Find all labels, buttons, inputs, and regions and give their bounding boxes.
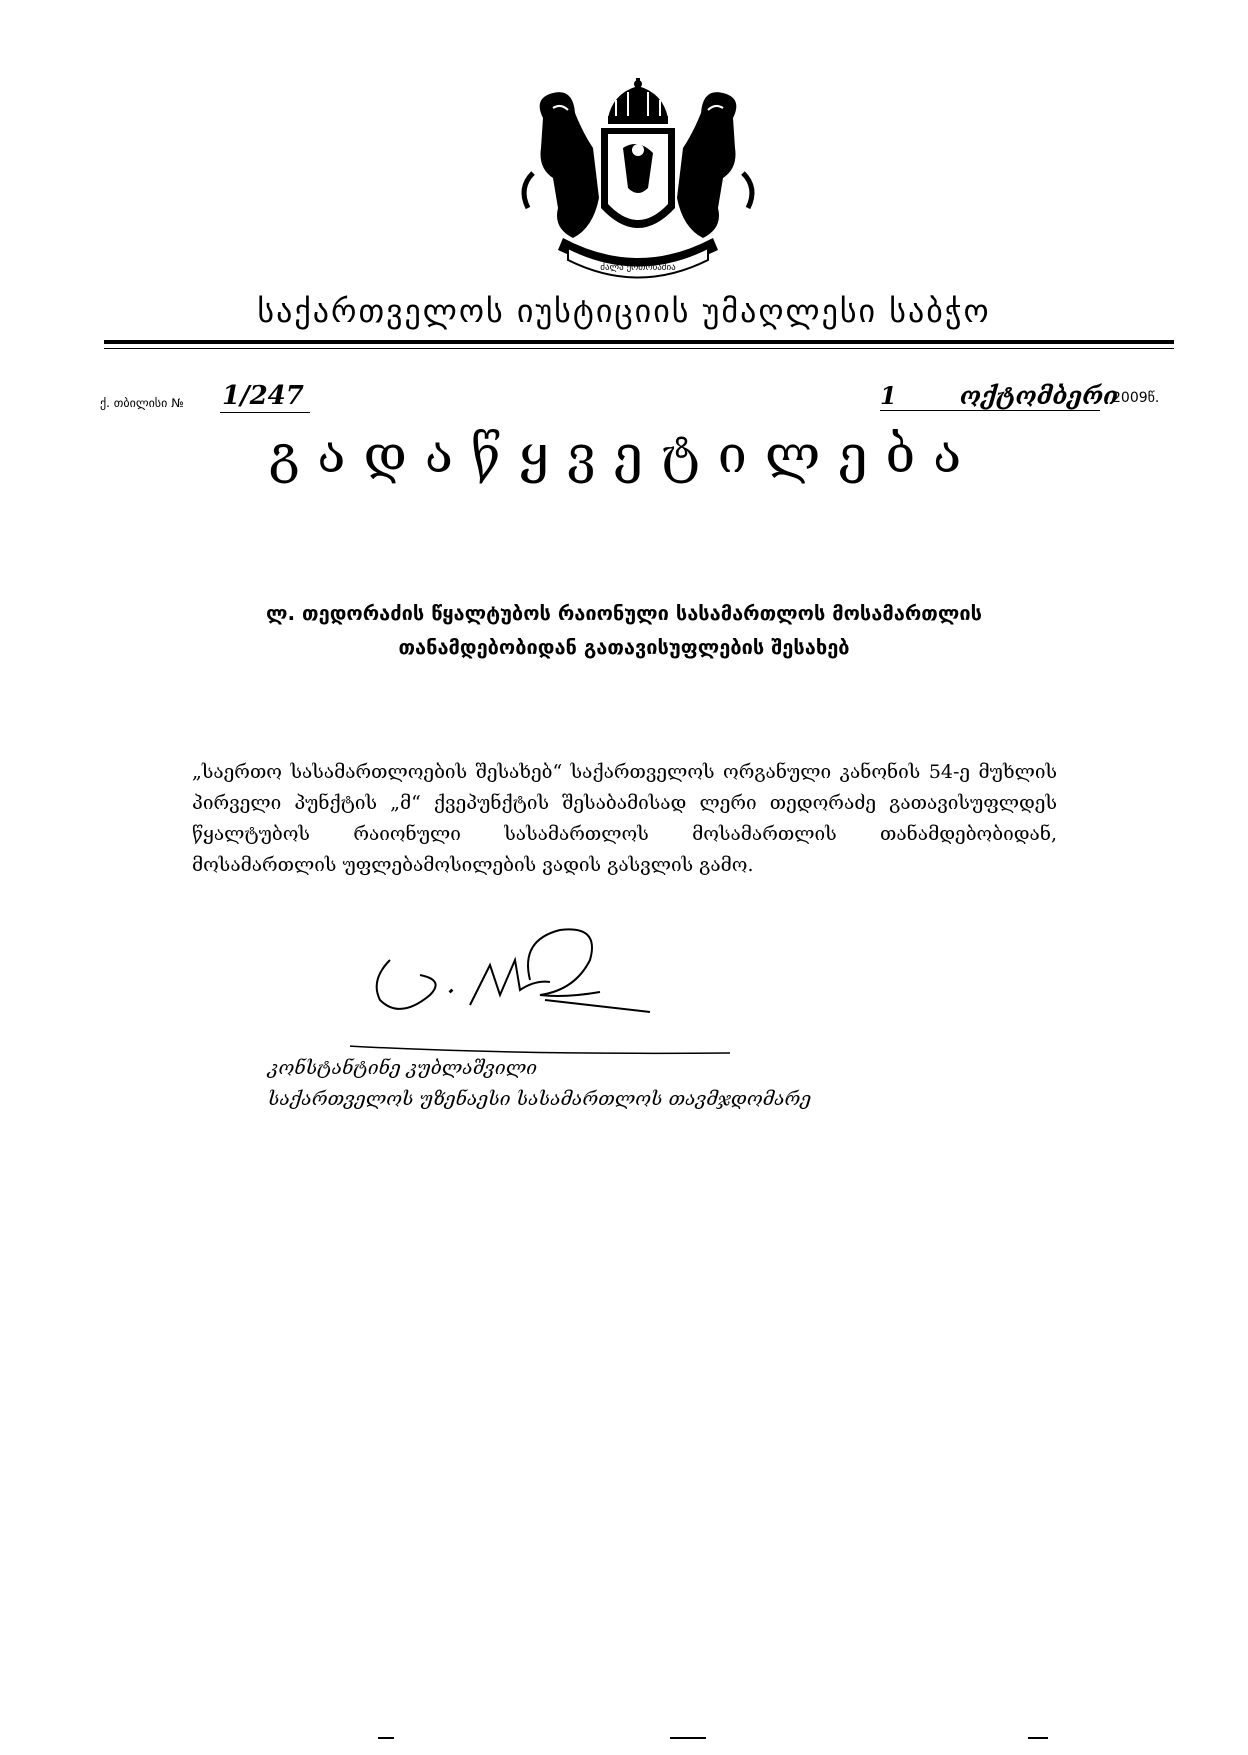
signatory-title: საქართველოს უზენაესი სასამართლოს თავმჯდომარე <box>268 1088 812 1110</box>
document-title: გადაწყვეტილება <box>268 425 980 485</box>
date-underline <box>880 410 1100 411</box>
document-subject <box>150 596 1098 664</box>
coat-motto: ძალა ერთობაშია <box>600 263 676 273</box>
date-month: ოქტომბერი <box>960 381 1118 410</box>
date-year: 2009წ. <box>1112 390 1160 406</box>
signatory-name: კონსტანტინე კუბლაშვილი <box>268 1057 538 1079</box>
subject-line-2: თანამდებობიდან გათავისუფლების შესახებ <box>398 635 850 659</box>
body-paragraph: „საერთო სასამართლოების შესახებ“ საქართველოს ორგანული კანონის 54-ე მუხლის პირველი პუნქტის „მ“ ქვეპუნქტის შესაბამისად ლერი თედორაძე გათავისუფლდეს წყალტუბოს რაიონული სასამართლოს მოსამართლის თანამდებობიდან, მოსამართლის უფლებამოსილების ვადის გასვლის გამო. <box>192 761 1057 876</box>
scan-mark <box>670 1737 706 1739</box>
header-rule-thin <box>104 348 1174 349</box>
scan-mark <box>378 1737 394 1739</box>
date-day: 1 <box>880 381 897 410</box>
signature-icon <box>350 920 750 1060</box>
scan-mark <box>1028 1737 1048 1739</box>
document-number-label: ქ. თბილისი № <box>100 396 184 410</box>
header-rule-thick <box>104 340 1174 344</box>
institution-header: საქართველოს იუსტიციის უმაღლესი საბჭო <box>257 292 991 330</box>
subject-line-1: ლ. თედორაძის წყალტუბოს რაიონული სასამართლოს მოსამართლის <box>266 601 982 625</box>
document-number: 1/247 <box>222 381 304 411</box>
coat-of-arms-icon <box>513 78 763 288</box>
document-number-underline <box>220 412 310 413</box>
